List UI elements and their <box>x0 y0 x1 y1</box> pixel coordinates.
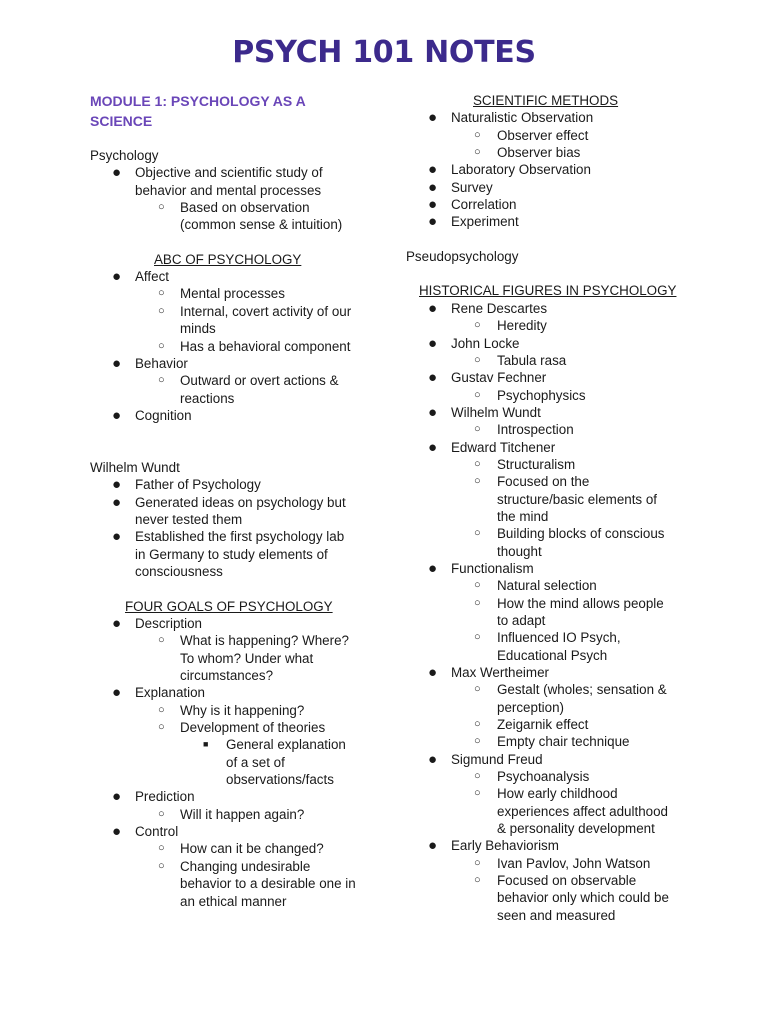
bullet-disc-icon: ● <box>428 439 438 456</box>
pavlov-watson-item: Ivan Pavlov, John Watson <box>497 856 651 871</box>
bullet-circle-icon: ○ <box>474 597 481 609</box>
prediction-sub: Will it happen again? <box>180 807 305 822</box>
observer-bias: Observer bias <box>497 145 581 160</box>
heredity-item: Heredity <box>497 318 547 333</box>
functionalism-item: Functionalism <box>451 561 534 576</box>
bullet-circle-icon: ○ <box>158 842 165 854</box>
bullet-disc-icon: ● <box>112 684 122 701</box>
bullet-disc-icon: ● <box>112 355 122 372</box>
prediction-item: Prediction <box>135 789 195 804</box>
bullet-circle-icon: ○ <box>474 787 481 799</box>
behaviorism-sub-2-line1: Focused on observable <box>497 873 637 888</box>
affect-sub-3: Has a behavioral component <box>180 339 351 354</box>
bullet-circle-icon: ○ <box>158 340 165 352</box>
bullet-circle-icon: ○ <box>474 389 481 401</box>
description-sub-line3: circumstances? <box>180 668 274 683</box>
description-sub-line1: What is happening? Where? <box>180 633 349 648</box>
correlation-item: Correlation <box>451 197 517 212</box>
wundt-item-2-line2: never tested them <box>135 512 243 527</box>
bullet-circle-icon: ○ <box>158 201 165 213</box>
bullet-circle-icon: ○ <box>474 458 481 470</box>
wundt-item-3-line2: in Germany to study elements of <box>135 547 328 562</box>
bullet-circle-icon: ○ <box>474 718 481 730</box>
titchener-sub-2-line2: structure/basic elements of <box>497 492 658 507</box>
early-behaviorism-item: Early Behaviorism <box>451 838 559 853</box>
gestalt-line1: Gestalt (wholes; sensation & <box>497 682 667 697</box>
wundt-item-1: Father of Psychology <box>135 477 261 492</box>
wundt-item-3-line3: consciousness <box>135 564 223 579</box>
structuralism-item: Structuralism <box>497 457 576 472</box>
bullet-circle-icon: ○ <box>474 683 481 695</box>
explanation-subsub-line2: of a set of <box>226 755 285 770</box>
control-sub-2-line1: Changing undesirable <box>180 859 311 874</box>
control-sub-2-line3: an ethical manner <box>180 894 287 909</box>
cognition-item: Cognition <box>135 408 192 423</box>
bullet-disc-icon: ● <box>428 109 438 126</box>
bullet-disc-icon: ● <box>428 300 438 317</box>
bullet-disc-icon: ● <box>112 528 122 545</box>
bullet-disc-icon: ● <box>428 664 438 681</box>
titchener-sub-2-line3: the mind <box>497 509 549 524</box>
functionalism-sub-2-line2: to adapt <box>497 613 546 628</box>
behavior-sub-line1: Outward or overt actions & <box>180 373 339 388</box>
fechner-item: Gustav Fechner <box>451 370 547 385</box>
psychophysics-item: Psychophysics <box>497 388 586 403</box>
behaviorism-sub-2-line2: behavior only which could be <box>497 890 669 905</box>
observer-effect: Observer effect <box>497 128 589 143</box>
module-heading-line1: MODULE 1: PSYCHOLOGY AS A <box>90 93 306 109</box>
explanation-subsub-line1: General explanation <box>226 737 346 752</box>
affect-sub-2-line2: minds <box>180 321 216 336</box>
bullet-disc-icon: ● <box>428 751 438 768</box>
scientific-methods-heading: SCIENTIFIC METHODS <box>473 93 619 108</box>
locke-item: John Locke <box>451 336 520 351</box>
wertheimer-item: Max Wertheimer <box>451 665 549 680</box>
psychology-definition-line2: behavior and mental processes <box>135 183 322 198</box>
psychoanalysis-item: Psychoanalysis <box>497 769 590 784</box>
explanation-item: Explanation <box>135 685 205 700</box>
tabula-rasa-item: Tabula rasa <box>497 353 567 368</box>
introspection-item: Introspection <box>497 422 574 437</box>
bullet-circle-icon: ○ <box>158 634 165 646</box>
bullet-circle-icon: ○ <box>474 475 481 487</box>
freud-sub-2-line3: & personality development <box>497 821 655 836</box>
titchener-sub-2-line1: Focused on the <box>497 474 590 489</box>
bullet-circle-icon: ○ <box>474 423 481 435</box>
affect-sub-2-line1: Internal, covert activity of our <box>180 304 352 319</box>
psychology-sub-line2: (common sense & intuition) <box>180 217 343 232</box>
psychology-sub-line1: Based on observation <box>180 200 310 215</box>
bullet-square-icon: ■ <box>203 739 209 749</box>
affect-sub-1: Mental processes <box>180 286 285 301</box>
affect-item: Affect <box>135 269 169 284</box>
bullet-disc-icon: ● <box>428 404 438 421</box>
experiment-item: Experiment <box>451 214 519 229</box>
bullet-disc-icon: ● <box>428 560 438 577</box>
bullet-disc-icon: ● <box>428 179 438 196</box>
bullet-disc-icon: ● <box>112 407 122 424</box>
zeigarnik-item: Zeigarnik effect <box>497 717 589 732</box>
bullet-circle-icon: ○ <box>158 287 165 299</box>
wundt-figure-item: Wilhelm Wundt <box>451 405 541 420</box>
bullet-disc-icon: ● <box>112 164 122 181</box>
freud-sub-2-line1: How early childhood <box>497 786 618 801</box>
bullet-disc-icon: ● <box>112 494 122 511</box>
natural-selection-item: Natural selection <box>497 578 597 593</box>
behavior-item: Behavior <box>135 356 188 371</box>
bullet-disc-icon: ● <box>112 788 122 805</box>
survey-item: Survey <box>451 180 493 195</box>
psychology-term: Psychology <box>90 148 159 163</box>
bullet-circle-icon: ○ <box>474 857 481 869</box>
functionalism-sub-3-line2: Educational Psych <box>497 648 608 663</box>
laboratory-observation: Laboratory Observation <box>451 162 591 177</box>
titchener-item: Edward Titchener <box>451 440 556 455</box>
bullet-disc-icon: ● <box>112 823 122 840</box>
control-item: Control <box>135 824 179 839</box>
document-title: PSYCH 101 NOTES <box>232 35 536 70</box>
bullet-circle-icon: ○ <box>474 319 481 331</box>
gestalt-line2: perception) <box>497 700 564 715</box>
wundt-item-2-line1: Generated ideas on psychology but <box>135 495 346 510</box>
psychology-definition-line1: Objective and scientific study of <box>135 165 323 180</box>
module-heading <box>90 91 350 131</box>
wundt-item-3-line1: Established the first psychology lab <box>135 529 345 544</box>
titchener-sub-3-line2: thought <box>497 544 542 559</box>
bullet-circle-icon: ○ <box>474 354 481 366</box>
functionalism-sub-2-line1: How the mind allows people <box>497 596 664 611</box>
descartes-item: Rene Descartes <box>451 301 548 316</box>
pseudopsychology-term: Pseudopsychology <box>406 249 519 264</box>
freud-sub-2-line2: experiences affect adulthood <box>497 804 668 819</box>
description-sub-line2: To whom? Under what <box>180 651 314 666</box>
bullet-circle-icon: ○ <box>474 527 481 539</box>
bullet-disc-icon: ● <box>112 476 122 493</box>
explanation-sub-2: Development of theories <box>180 720 326 735</box>
bullet-disc-icon: ● <box>428 161 438 178</box>
bullet-disc-icon: ● <box>112 268 122 285</box>
bullet-disc-icon: ● <box>428 335 438 352</box>
bullet-circle-icon: ○ <box>474 770 481 782</box>
behaviorism-sub-2-line3: seen and measured <box>497 908 616 923</box>
naturalistic-observation: Naturalistic Observation <box>451 110 594 125</box>
bullet-disc-icon: ● <box>428 369 438 386</box>
bullet-disc-icon: ● <box>428 213 438 230</box>
bullet-circle-icon: ○ <box>158 704 165 716</box>
bullet-circle-icon: ○ <box>158 860 165 872</box>
abc-heading: ABC OF PSYCHOLOGY <box>154 252 302 267</box>
explanation-sub-1: Why is it happening? <box>180 703 305 718</box>
bullet-disc-icon: ● <box>112 615 122 632</box>
wundt-term: Wilhelm Wundt <box>90 460 180 475</box>
explanation-subsub-line3: observations/facts <box>226 772 334 787</box>
bullet-circle-icon: ○ <box>474 631 481 643</box>
goals-heading: FOUR GOALS OF PSYCHOLOGY <box>125 599 333 614</box>
bullet-circle-icon: ○ <box>158 374 165 386</box>
bullet-disc-icon: ● <box>428 196 438 213</box>
control-sub-2-line2: behavior to a desirable one in <box>180 876 356 891</box>
description-item: Description <box>135 616 202 631</box>
bullet-circle-icon: ○ <box>474 146 481 158</box>
bullet-circle-icon: ○ <box>474 579 481 591</box>
functionalism-sub-3-line1: Influenced IO Psych, <box>497 630 621 645</box>
behavior-sub-line2: reactions <box>180 391 235 406</box>
bullet-circle-icon: ○ <box>158 721 165 733</box>
empty-chair-item: Empty chair technique <box>497 734 630 749</box>
module-heading-line2: SCIENCE <box>90 113 153 129</box>
bullet-circle-icon: ○ <box>474 735 481 747</box>
bullet-circle-icon: ○ <box>474 874 481 886</box>
bullet-circle-icon: ○ <box>158 305 165 317</box>
titchener-sub-3-line1: Building blocks of conscious <box>497 526 665 541</box>
control-sub-1: How can it be changed? <box>180 841 324 856</box>
bullet-circle-icon: ○ <box>158 808 165 820</box>
bullet-disc-icon: ● <box>428 837 438 854</box>
bullet-circle-icon: ○ <box>474 129 481 141</box>
freud-item: Sigmund Freud <box>451 752 543 767</box>
historical-figures-heading: HISTORICAL FIGURES IN PSYCHOLOGY <box>419 283 677 298</box>
